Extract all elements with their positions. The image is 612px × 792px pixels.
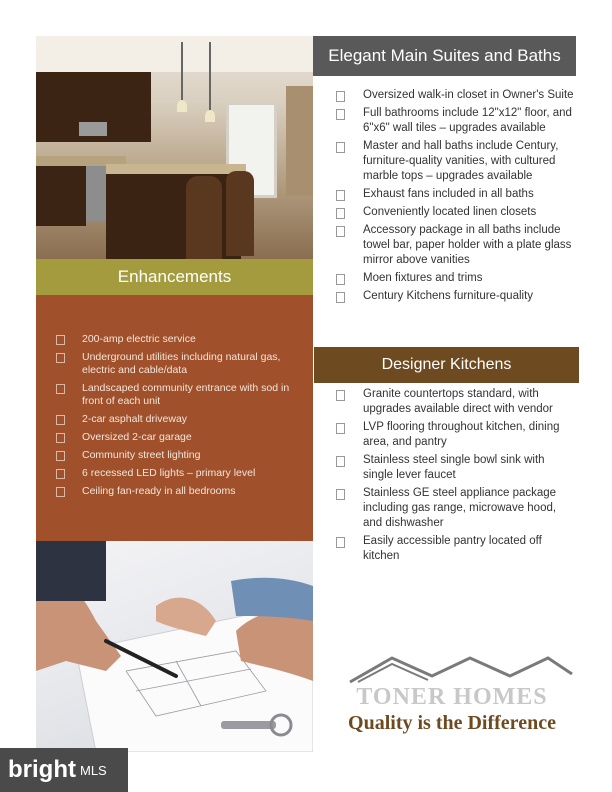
list-item: Oversized walk-in closet in Owner's Suite <box>336 88 576 103</box>
suites-list <box>336 88 576 307</box>
list-item: 200-amp electric service <box>54 333 310 346</box>
watermark-suffix: MLS <box>79 762 107 778</box>
list-item: Granite countertops standard, with upgrades available direct with vendor <box>336 387 576 417</box>
checkbox-icon <box>336 423 345 434</box>
checkbox-icon <box>336 537 345 548</box>
checkbox-icon <box>336 489 345 500</box>
checkbox-icon <box>336 226 345 237</box>
suites-heading: Elegant Main Suites and Baths <box>313 36 576 76</box>
kitchens-heading: Designer Kitchens <box>314 347 579 383</box>
blueprint-photo <box>36 541 313 752</box>
checkbox-icon <box>336 456 345 467</box>
checkbox-icon <box>336 274 345 285</box>
list-item: Stainless steel single bowl sink with single lever faucet <box>336 453 576 483</box>
list-item: 2-car asphalt driveway <box>54 413 310 426</box>
list-item: Oversized 2-car garage <box>54 431 310 444</box>
bright-mls-watermark <box>0 748 128 792</box>
checkbox-icon <box>336 91 345 102</box>
checkbox-icon <box>336 390 345 401</box>
list-item: Full bathrooms include 12"x12" floor, and 6"x6" wall tiles – upgrades available <box>336 106 576 136</box>
checkbox-icon <box>336 142 345 153</box>
list-item: 6 recessed LED lights – primary level <box>54 467 310 480</box>
checkbox-icon <box>56 335 65 345</box>
watermark-word: bright <box>8 756 76 783</box>
checkbox-icon <box>56 415 65 425</box>
checkbox-icon <box>336 109 345 120</box>
checkbox-icon <box>56 451 65 461</box>
kitchens-list <box>336 387 576 567</box>
list-item: Easily accessible pantry located off kitchen <box>336 534 576 564</box>
enhancements-heading: Enhancements <box>36 259 313 295</box>
kitchen-photo <box>36 36 313 259</box>
list-item: Moen fixtures and trims <box>336 271 576 286</box>
list-item: Ceiling fan-ready in all bedrooms <box>54 485 310 498</box>
toner-homes-logo <box>320 652 584 742</box>
list-item: Master and hall baths include Century, furniture-quality vanities, with cultured marble tops – upgrades available <box>336 139 576 184</box>
list-item: Community street lighting <box>54 449 310 462</box>
blueprint-illustration <box>36 541 313 752</box>
checkbox-icon <box>56 469 65 479</box>
list-item: Conveniently located linen closets <box>336 205 576 220</box>
list-item: Stainless GE steel appliance package including gas range, microwave hood, and dishwasher <box>336 486 576 531</box>
list-item: Underground utilities including natural gas, electric and cable/data <box>54 351 310 377</box>
roofline-icon <box>320 652 584 686</box>
checkbox-icon <box>56 433 65 443</box>
checkbox-icon <box>56 384 65 394</box>
list-item: Century Kitchens furniture-quality <box>336 289 576 304</box>
logo-tagline: Quality is the Difference <box>348 712 556 734</box>
checkbox-icon <box>56 353 65 363</box>
checkbox-icon <box>336 190 345 201</box>
checkbox-icon <box>56 487 65 497</box>
list-item: Accessory package in all baths include towel bar, paper holder with a plate glass mirror above vanities <box>336 223 576 268</box>
enhancements-panel <box>36 295 313 541</box>
list-item: Landscaped community entrance with sod in front of each unit <box>54 382 310 408</box>
checkbox-icon <box>336 292 345 303</box>
enhancements-list <box>54 333 310 503</box>
list-item: LVP flooring throughout kitchen, dining area, and pantry <box>336 420 576 450</box>
logo-name: TONER HOMES <box>356 684 548 710</box>
checkbox-icon <box>336 208 345 219</box>
list-item: Exhaust fans included in all baths <box>336 187 576 202</box>
